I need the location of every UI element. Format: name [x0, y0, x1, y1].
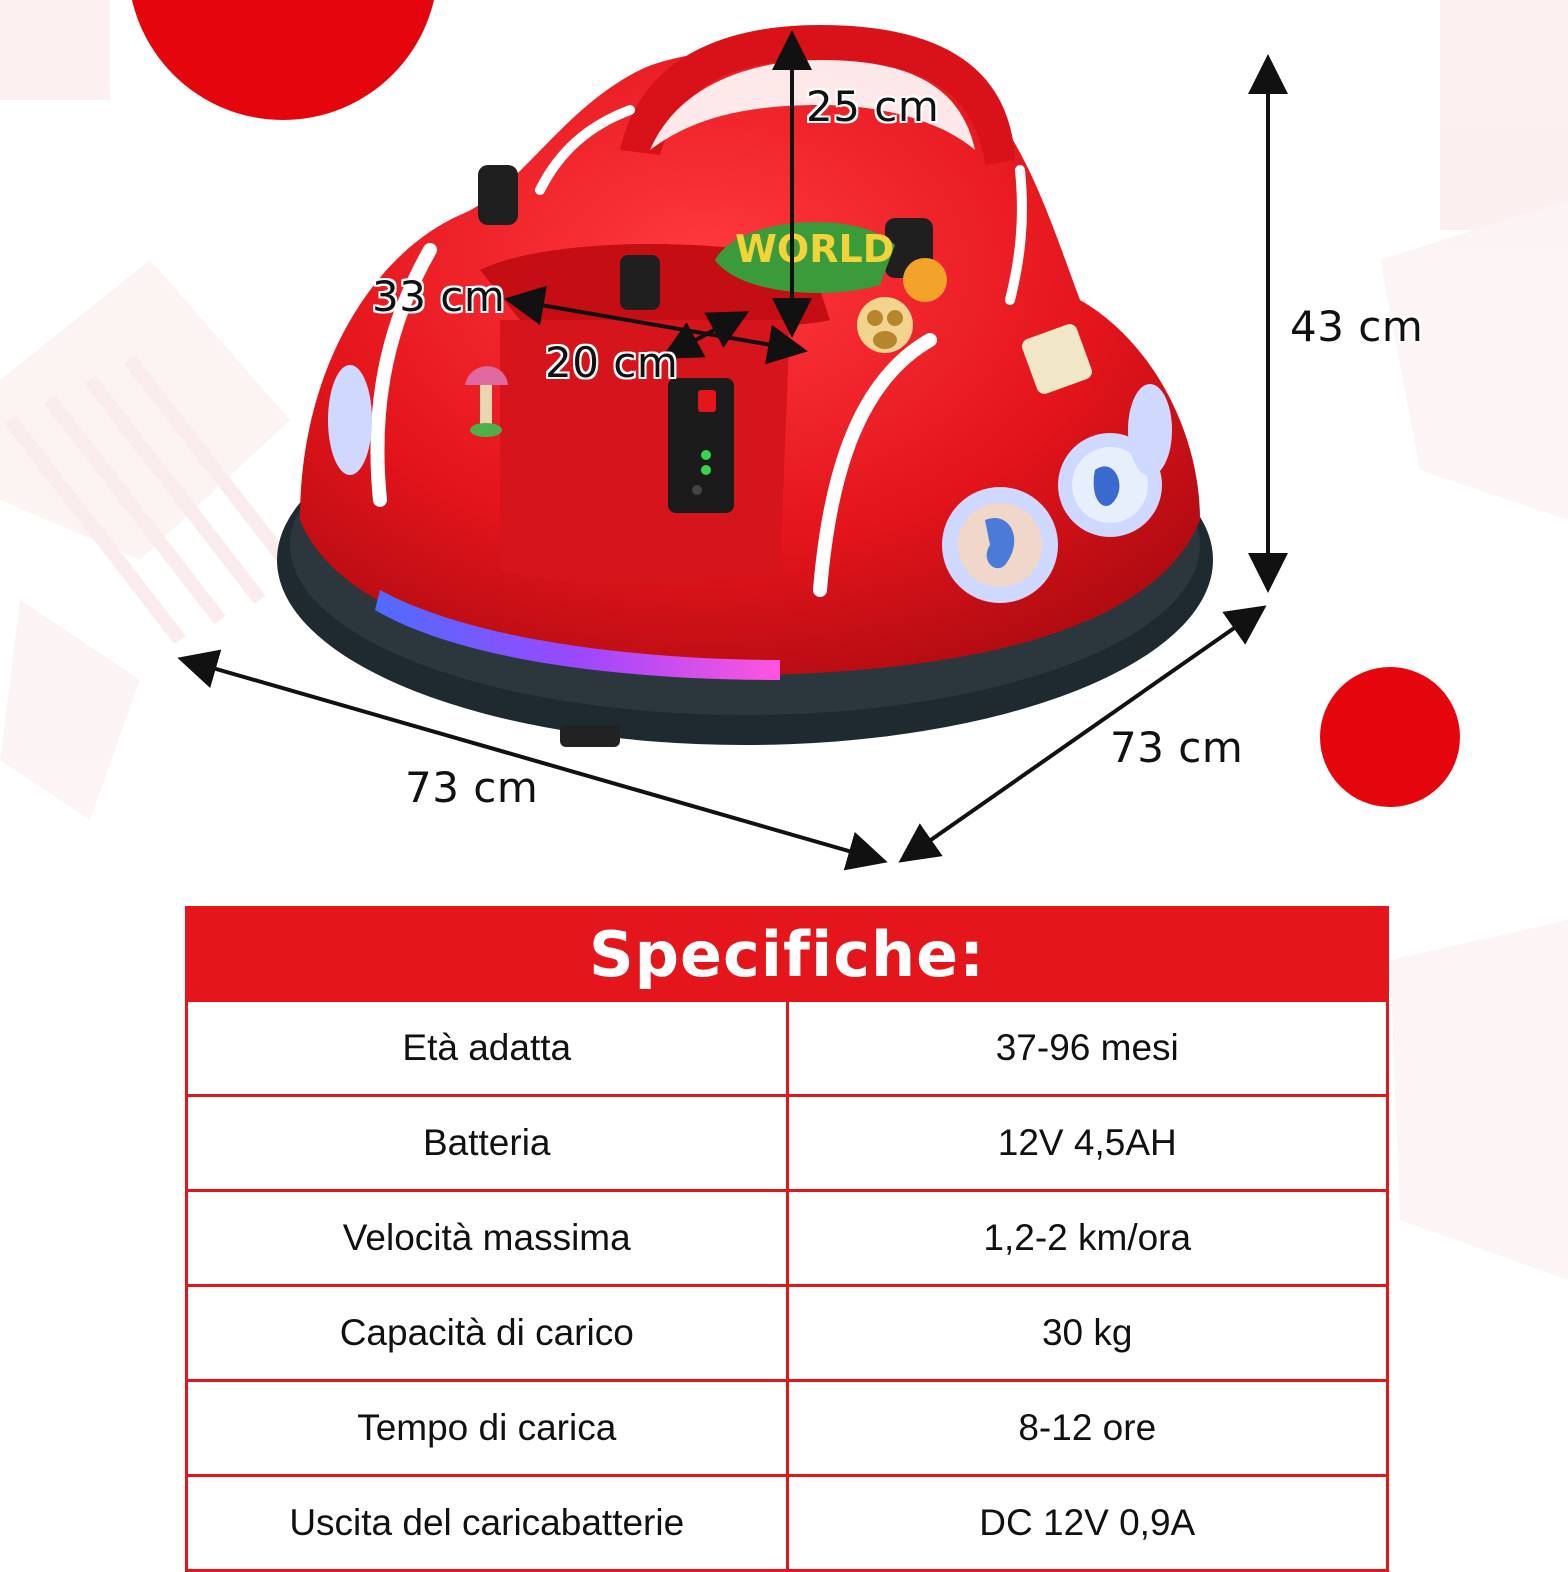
label-seat-depth: 20 cm: [545, 338, 679, 387]
label-length-right: 73 cm: [1110, 723, 1244, 772]
side-light-1: [942, 487, 1058, 603]
spec-row: [187, 1286, 1388, 1381]
label-handle-height: 25 cm: [806, 82, 940, 131]
label-seat-width: 33 cm: [372, 272, 506, 321]
spec-value: 1,2-2 km/ora: [787, 1191, 1388, 1286]
spec-table: [185, 906, 1389, 1572]
spec-row: [187, 1381, 1388, 1476]
spec-label: Capacità di carico: [187, 1286, 788, 1381]
spec-label: Velocità massima: [187, 1191, 788, 1286]
label-total-height: 43 cm: [1290, 302, 1424, 351]
spec-label: Uscita del caricabatterie: [187, 1476, 788, 1571]
spec-row: [187, 1001, 1388, 1096]
spec-value: 37-96 mesi: [787, 1001, 1388, 1096]
spec-label: Età adatta: [187, 1001, 788, 1096]
left-joystick: [478, 165, 518, 225]
svg-text:WORLD: WORLD: [735, 227, 895, 271]
spec-value: 8-12 ore: [787, 1381, 1388, 1476]
spec-row: [187, 1096, 1388, 1191]
spec-title: Specifiche:: [187, 908, 1388, 1001]
spec-label: Batteria: [187, 1096, 788, 1191]
spec-row: [187, 1191, 1388, 1286]
spec-label: Tempo di carica: [187, 1381, 788, 1476]
spec-value: 12V 4,5AH: [787, 1096, 1388, 1191]
spec-value: 30 kg: [787, 1286, 1388, 1381]
spec-value: DC 12V 0,9A: [787, 1476, 1388, 1571]
label-length-left: 73 cm: [405, 763, 539, 812]
spec-row: [187, 1476, 1388, 1571]
